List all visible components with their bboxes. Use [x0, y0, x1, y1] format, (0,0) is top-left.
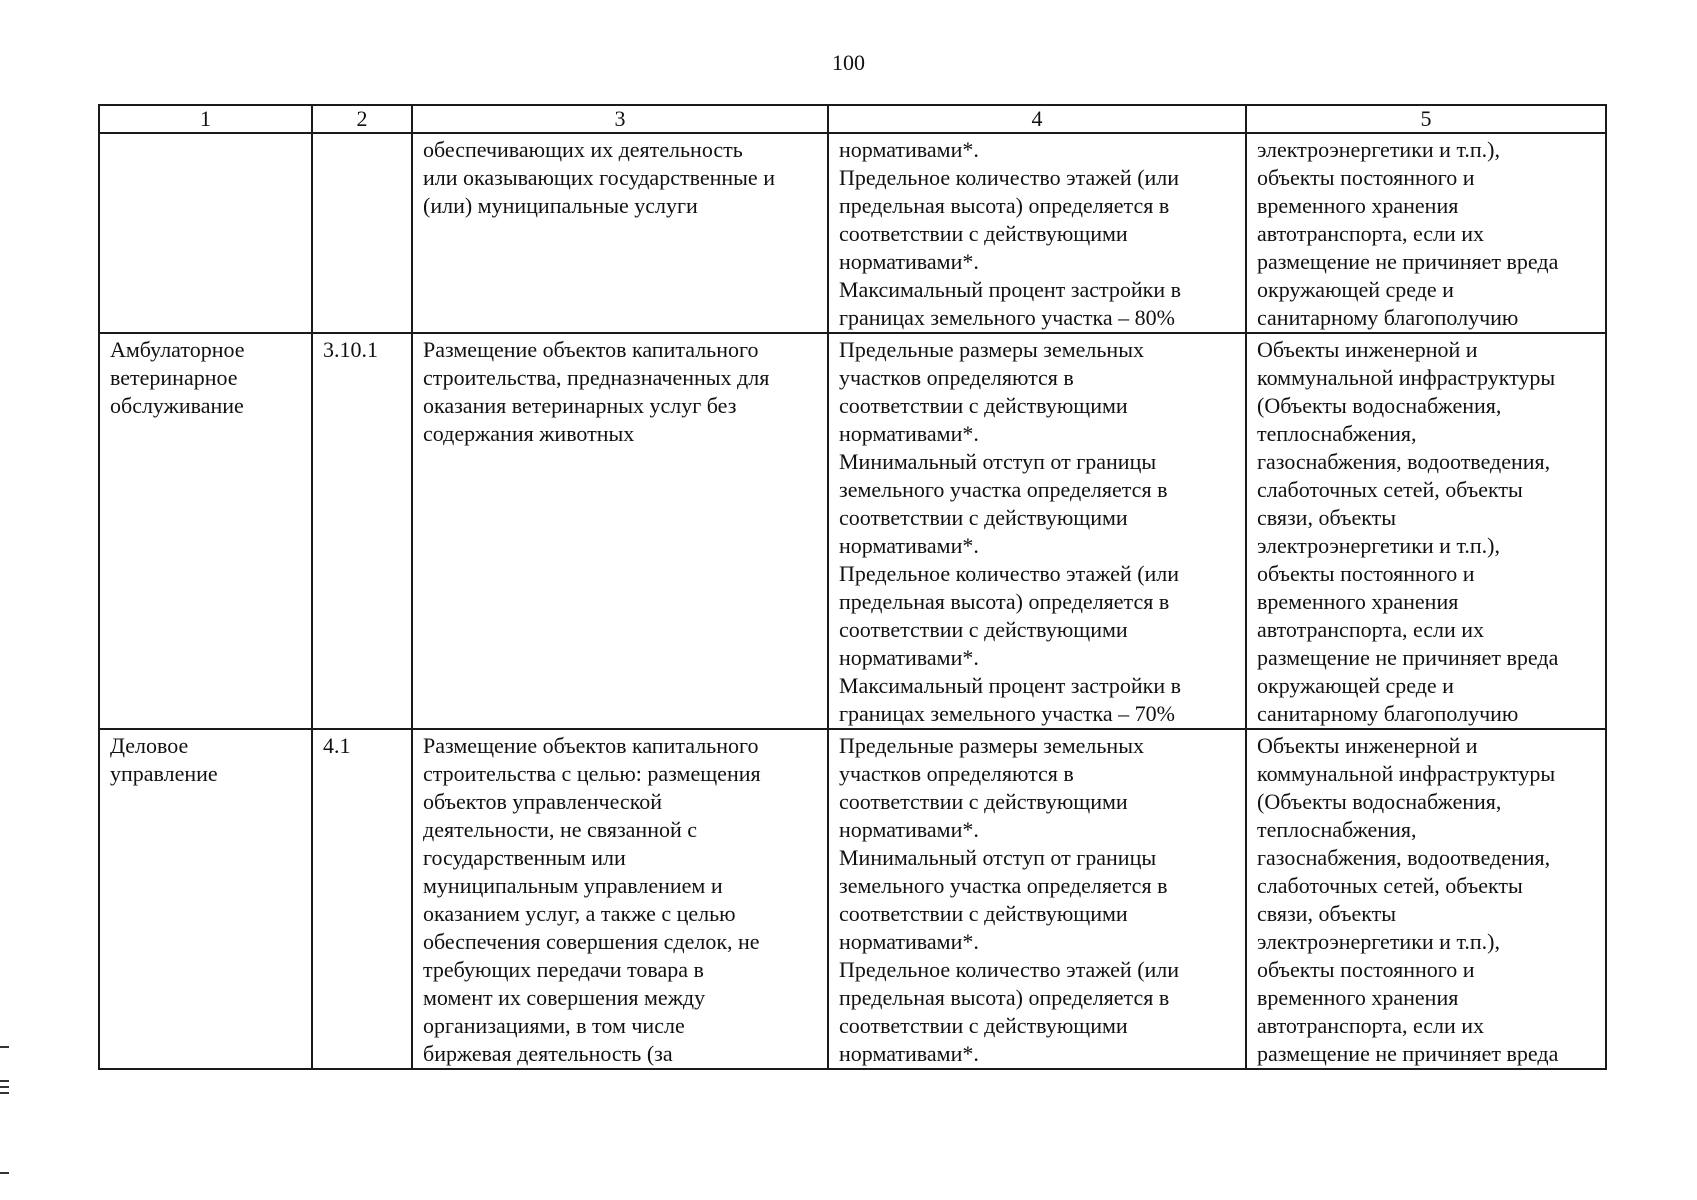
- use-description-cell: обеспечивающих их деятельность или оказывающих государственные и (или) муниципальные услуги: [412, 133, 828, 333]
- use-description-cell: Размещение объектов капитального строительства, предназначенных для оказания ветеринарных услуг без содержания животных: [412, 333, 828, 729]
- column-header-5: 5: [1246, 105, 1606, 133]
- parameters-cell: Предельные размеры земельных участков определяются в соответствии с действующими нормативами*. Минимальный отступ от границы земельного участка определяется в соответствии с действующими нормативами*. Предельное количество этажей (или предельная высота) определяется в соответствии с действующими нормативами*. Максимальный процент застройки в границах земельного участка – 70%: [828, 333, 1246, 729]
- column-header-1: 1: [99, 105, 312, 133]
- scan-margin-mark: [0, 1080, 9, 1082]
- table-row: [99, 333, 1606, 729]
- scan-margin-mark: [0, 1086, 9, 1088]
- parameters-cell: нормативами*. Предельное количество этажей (или предельная высота) определяется в соответствии с действующими нормативами*. Максимальный процент застройки в границах земельного участка – 80%: [828, 133, 1246, 333]
- scan-margin-mark: [0, 1092, 9, 1094]
- use-code-cell: 3.10.1: [312, 333, 412, 729]
- land-use-table: [98, 104, 1607, 1070]
- parameters-cell: Предельные размеры земельных участков определяются в соответствии с действующими нормативами*. Минимальный отступ от границы земельного участка определяется в соответствии с действующими нормативами*. Предельное количество этажей (или предельная высота) определяется в соответствии с действующими нормативами*.: [828, 729, 1246, 1069]
- table-row: [99, 729, 1606, 1069]
- page-number: 100: [832, 50, 865, 75]
- use-name-cell: Деловое управление: [99, 729, 312, 1069]
- table-row: [99, 133, 1606, 333]
- column-header-3: 3: [412, 105, 828, 133]
- use-code-cell: 4.1: [312, 729, 412, 1069]
- header-row: [99, 105, 1606, 133]
- scan-margin-mark: [0, 1046, 9, 1048]
- column-header-2: 2: [312, 105, 412, 133]
- column-header-4: 4: [828, 105, 1246, 133]
- use-code-cell: [312, 133, 412, 333]
- auxiliary-uses-cell: Объекты инженерной и коммунальной инфраструктуры (Объекты водоснабжения, теплоснабжения, газоснабжения, водоотведения, слаботочных сетей, объекты связи, объекты электроэнергетики и т.п.), объекты постоянного и временного хранения автотранспорта, если их размещение не причиняет вреда окружающей среде и санитарному благополучию: [1246, 333, 1606, 729]
- use-description-cell: Размещение объектов капитального строительства с целью: размещения объектов управленческой деятельности, не связанной с государственным или муниципальным управлением и оказанием услуг, а также с целью обеспечения совершения сделок, не требующих передачи товара в момент их совершения между организациями, в том числе биржевая деятельность (за: [412, 729, 828, 1069]
- auxiliary-uses-cell: электроэнергетики и т.п.), объекты постоянного и временного хранения автотранспорта, если их размещение не причиняет вреда окружающей среде и санитарному благополучию: [1246, 133, 1606, 333]
- use-name-cell: [99, 133, 312, 333]
- auxiliary-uses-cell: Объекты инженерной и коммунальной инфраструктуры (Объекты водоснабжения, теплоснабжения, газоснабжения, водоотведения, слаботочных сетей, объекты связи, объекты электроэнергетики и т.п.), объекты постоянного и временного хранения автотранспорта, если их размещение не причиняет вреда: [1246, 729, 1606, 1069]
- scan-margin-mark: [0, 1172, 9, 1174]
- use-name-cell: Амбулаторное ветеринарное обслуживание: [99, 333, 312, 729]
